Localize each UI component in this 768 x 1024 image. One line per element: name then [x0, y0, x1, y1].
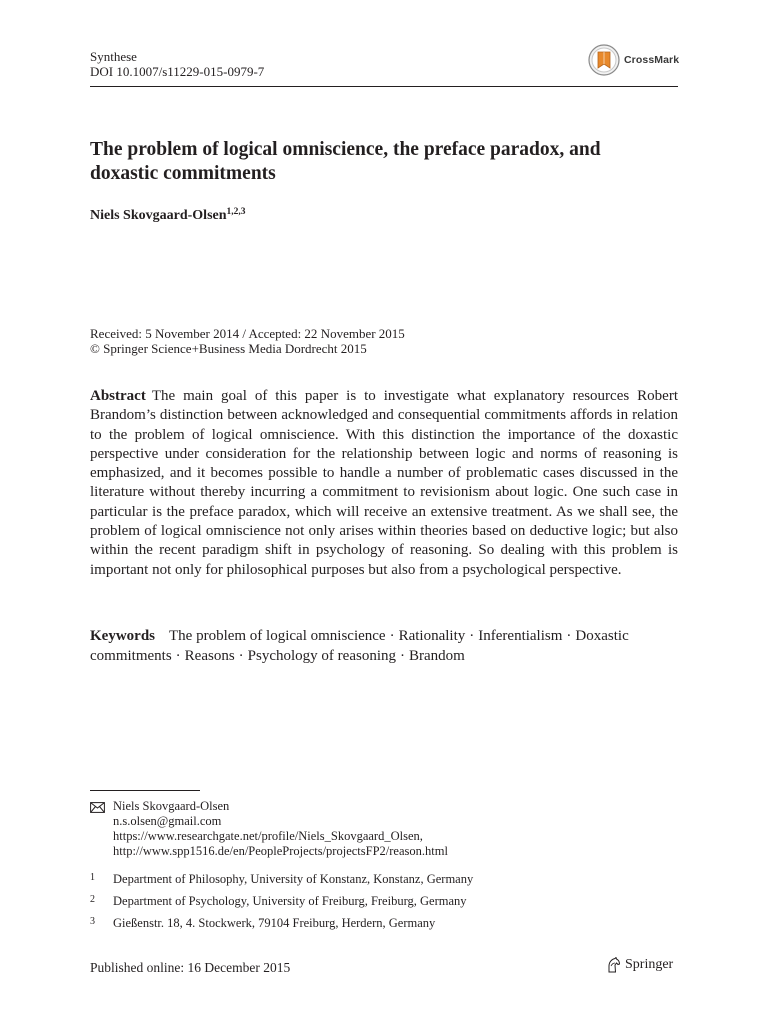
springer-logo[interactable] [606, 957, 673, 973]
contact-url-link[interactable]: http://www.spp1516.de/en/PeopleProjects/projectsFP2/reason.html [113, 844, 448, 858]
published-online: Published online: 16 December 2015 [90, 960, 291, 975]
keyword-separator: · [566, 628, 572, 644]
contact-name: Niels Skovgaard-Olsen [113, 799, 230, 813]
keyword-item: Doxastic commitments [90, 628, 629, 664]
doi-link[interactable]: DOI 10.1007/s11229-015-0979-7 [90, 64, 265, 79]
keywords [90, 626, 678, 666]
springer-label: Springer [625, 957, 674, 972]
journal-header [90, 49, 264, 79]
affiliation-number: 1 [90, 872, 95, 883]
abstract [90, 387, 678, 580]
affiliation-text: Gießenstr. 18, 4. Stockwerk, 79104 Freiburg, Herdern, Germany [113, 916, 436, 930]
keyword-item: Reasons [184, 648, 235, 664]
affiliation-text: Department of Psychology, University of Freiburg, Freiburg, Germany [113, 894, 467, 908]
springer-horse-icon [606, 957, 621, 973]
abstract-label: Abstract [90, 388, 146, 404]
journal-name: Synthese [90, 49, 137, 64]
affiliation-text: Department of Philosophy, University of Konstanz, Konstanz, Germany [113, 872, 474, 886]
keyword-separator: · [389, 628, 395, 644]
keyword-item: Brandom [409, 648, 465, 664]
affiliation-number: 2 [90, 894, 95, 905]
paper-title: The problem of logical omniscience, the preface paradox, and doxastic commitments [90, 139, 601, 184]
article-dates [90, 326, 405, 356]
envelope-icon [90, 802, 105, 813]
keyword-separator: · [469, 628, 475, 644]
keywords-label: Keywords [90, 628, 155, 644]
footnote-divider [90, 790, 200, 791]
abstract-text: The main goal of this paper is to investigate what explanatory resources Robert Brandom’s distinction between acknowledged and consequential commitments affords in relation to the problem of logical omniscience. With this distinction the importance of the doxastic perspective under consideration for the relationship between logic and norms of reasoning is emphasized, and it becomes possible to handle a number of problematic cases discussed in the literature without thereby incurring a commitment to revisionism about logic. One such case in particular is the preface paradox, which will receive an extensive treatment. As we shall see, the problem of logical omniscience not only arises within theories based on deductive logic; but also within the recent paradigm shift in psychology of reasoning. So dealing with this problem is important not only for philosophical purposes but also from a psychological perspective. [90, 388, 678, 578]
keyword-separator: · [238, 648, 244, 664]
keyword-separator: · [400, 648, 405, 664]
keyword-separator: · [175, 648, 181, 664]
author-line [90, 207, 246, 224]
crossmark-label: CrossMark [624, 54, 680, 66]
received-accepted-line: Received: 5 November 2014 / Accepted: 22 November 2015 [90, 326, 405, 341]
author-name[interactable]: Niels Skovgaard-Olsen [90, 208, 227, 223]
keyword-item: Psychology of reasoning [247, 648, 396, 664]
author-affiliation-marks: 1,2,3 [226, 207, 246, 217]
header-divider [90, 86, 678, 87]
keyword-item: Inferentialism [478, 628, 563, 644]
crossmark-badge[interactable] [588, 44, 679, 76]
keyword-item: Rationality [398, 628, 466, 644]
crossmark-icon [588, 44, 620, 76]
contact-url-link[interactable]: https://www.researchgate.net/profile/Niels_Skovgaard_Olsen, [113, 829, 423, 843]
corresponding-author [90, 799, 448, 859]
copyright-line: © Springer Science+Business Media Dordrecht 2015 [90, 341, 367, 356]
keyword-item: The problem of logical omniscience [169, 628, 386, 644]
affiliation-number: 3 [90, 916, 95, 927]
contact-email-link[interactable]: n.s.olsen@gmail.com [113, 814, 222, 828]
